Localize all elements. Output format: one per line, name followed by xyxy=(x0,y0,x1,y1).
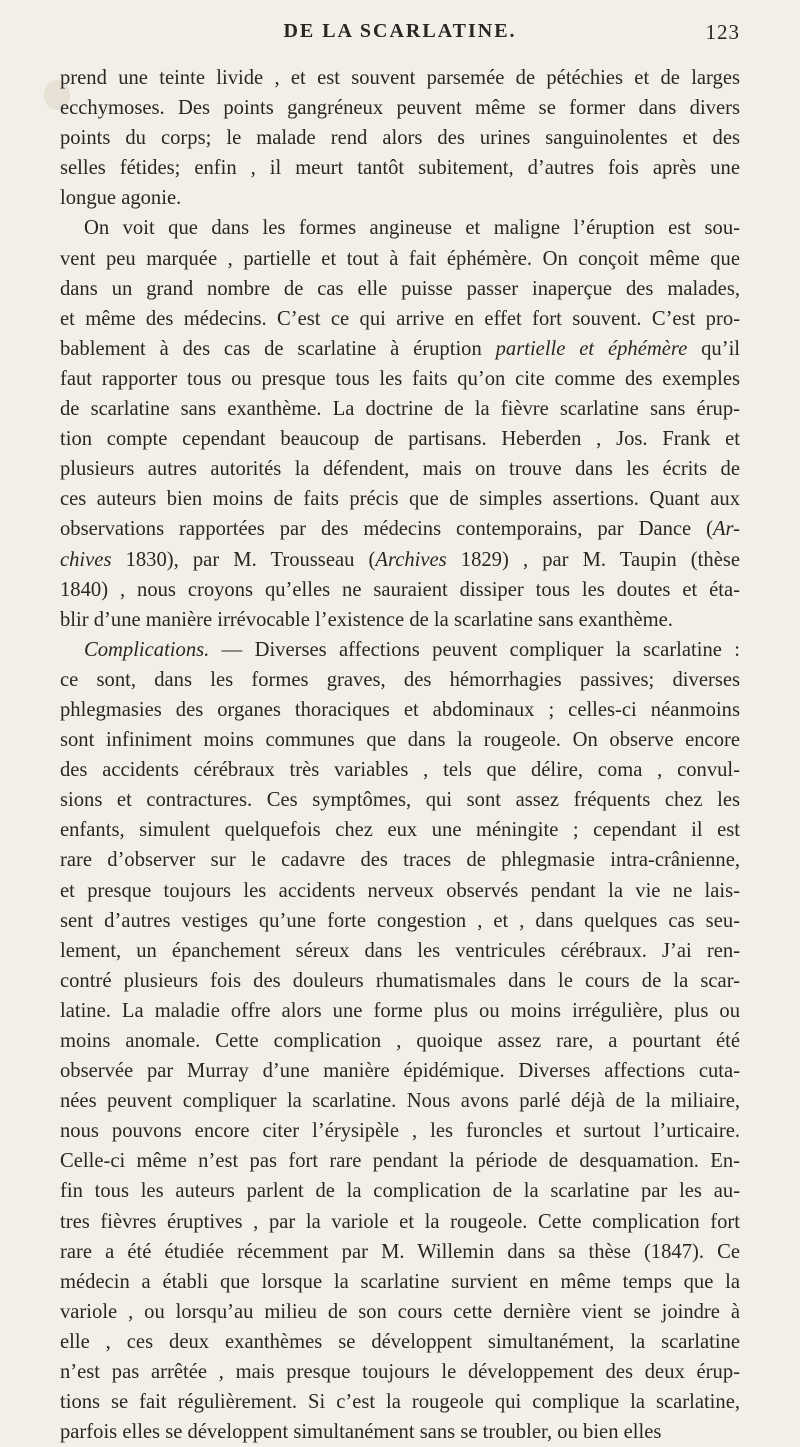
text-line: ces auteurs bien moins de faits précis que de simples assertions. Quant aux xyxy=(60,488,740,511)
running-header xyxy=(60,20,740,54)
text-line: tion compte cependant beaucoup de partisans. Heberden , Jos. Frank et xyxy=(60,428,740,451)
text-line: des accidents cérébraux très variables , tels que délire, coma , convul- xyxy=(60,759,740,782)
text-line: points du corps; le malade rend alors des urines sanguinolentes et des xyxy=(60,127,740,150)
text-line: enfants, simulent quelquefois chez eux une méningite ; cependant il est xyxy=(60,819,740,842)
text-line: longue agonie. xyxy=(60,187,182,210)
text-line: prend une teinte livide , et est souvent parsemée de pétéchies et de larges xyxy=(60,67,740,89)
text-line: tres fièvres éruptives , par la variole et la rougeole. Cette complication fort xyxy=(60,1210,740,1233)
text-line: observée par Murray d’une manière épidémique. Diverses affections cuta- xyxy=(60,1060,740,1083)
text-line: rare a été étudiée récemment par M. Willemin dans sa thèse (1847). Ce xyxy=(60,1240,740,1263)
text-line: rare d’observer sur le cadavre des traces de phlegmasie intra-crânienne, xyxy=(60,849,740,872)
text-line: ce sont, dans les formes graves, des hémorrhagies passives; diverses xyxy=(60,668,740,691)
italic-text: partielle et éphémère xyxy=(495,337,688,360)
text-line: faut rapporter tous ou presque tous les faits qu’on cite comme des exemples xyxy=(60,367,740,390)
text-line: moins anomale. Cette complication , quoique assez rare, a pourtant été xyxy=(60,1030,740,1052)
text-line: sont infiniment moins communes que dans la rougeole. On observe encore xyxy=(60,729,740,752)
text-line: latine. La maladie offre alors une forme plus ou moins irrégulière, plus ou xyxy=(60,999,740,1022)
text-line: variole , ou lorsqu’au milieu de son cours cette dernière vient se joindre à xyxy=(60,1300,740,1323)
text-line: et même des médecins. C’est ce qui arrive en effet fort souvent. C’est pro- xyxy=(60,307,740,330)
text-line: phlegmasies des organes thoraciques et abdominaux ; celles-ci néanmoins xyxy=(60,698,740,721)
text-line: parfois elles se développent simultanément sans se troubler, ou bien elles xyxy=(60,1421,662,1444)
running-title: DE LA SCARLATINE. xyxy=(283,20,517,42)
text-line: sent d’autres vestiges qu’une forte congestion , et , dans quelques cas seu- xyxy=(60,909,740,932)
text-line: fin tous les auteurs parlent de la complication de la scarlatine par les au- xyxy=(60,1180,740,1203)
italic-text: Ar- xyxy=(712,518,740,541)
text-line: de scarlatine sans exanthème. La doctrine de la fièvre scarlatine sans érup- xyxy=(60,398,740,421)
text-line: bablement à des cas de scarlatine à éruption partielle et éphémère qu’il xyxy=(60,337,741,360)
text-line: On voit que dans les formes angineuse et maligne l’éruption est sou- xyxy=(84,217,740,240)
text-line: selles fétides; enfin , il meurt tantôt subitement, d’autres fois après une xyxy=(60,157,740,180)
italic-text: Archives xyxy=(375,548,447,571)
text-line: elle , ces deux exanthèmes se développent simultanément, la scarlatine xyxy=(60,1330,740,1353)
text-line: sions et contractures. Ces symptômes, qui sont assez fréquents chez les xyxy=(60,789,740,812)
italic-text: Complications. xyxy=(84,638,210,661)
text-line: nous pouvons encore citer l’érysipèle , les furoncles et surtout l’urticaire. xyxy=(60,1120,740,1143)
text-line: Celle-ci même n’est pas fort rare pendant la période de desquamation. En- xyxy=(60,1150,740,1173)
body-text xyxy=(60,63,740,1447)
text-line: dans un grand nombre de cas elle puisse passer inaperçue des malades, xyxy=(60,277,740,300)
text-line: plusieurs autres autorités la défendent, mais on trouve dans les écrits de xyxy=(60,458,740,481)
text-line: blir d’une manière irrévocable l’existence de la scarlatine sans exanthème. xyxy=(60,608,673,631)
text-line: tions se fait régulièrement. Si c’est la rougeole qui complique la scarlatine, xyxy=(60,1391,740,1414)
text-line: nées peuvent compliquer la scarlatine. Nous avons parlé déjà de la miliaire, xyxy=(60,1090,740,1113)
text-line: Complications. — Diverses affections peuvent compliquer la scarlatine : xyxy=(84,638,740,661)
text-line: contré plusieurs fois des douleurs rhumatismales dans le cours de la scar- xyxy=(60,969,740,992)
text-line: 1840) , nous croyons qu’elles ne sauraient dissiper tous les doutes et éta- xyxy=(60,578,740,601)
text-line: médecin a établi que lorsque la scarlatine survient en même temps que la xyxy=(60,1270,740,1293)
text-line: ecchymoses. Des points gangréneux peuvent même se former dans divers xyxy=(60,97,740,120)
page-number: 123 xyxy=(705,20,740,44)
text-line: observations rapportées par des médecins contemporains, par Dance (Ar- xyxy=(60,518,740,541)
text-line: vent peu marquée , partielle et tout à fait éphémère. On conçoit même que xyxy=(60,247,740,270)
italic-text: chives xyxy=(60,548,112,571)
text-line: et presque toujours les accidents nerveux observés pendant la vie ne lais- xyxy=(60,879,740,902)
text-line: n’est pas arrêtée , mais presque toujours le développement des deux érup- xyxy=(60,1361,740,1384)
text-line: lement, un épanchement séreux dans les ventricules cérébraux. J’ai ren- xyxy=(60,939,740,962)
text-line: chives 1830), par M. Trousseau (Archives 1829) , par M. Taupin (thèse xyxy=(60,548,740,571)
